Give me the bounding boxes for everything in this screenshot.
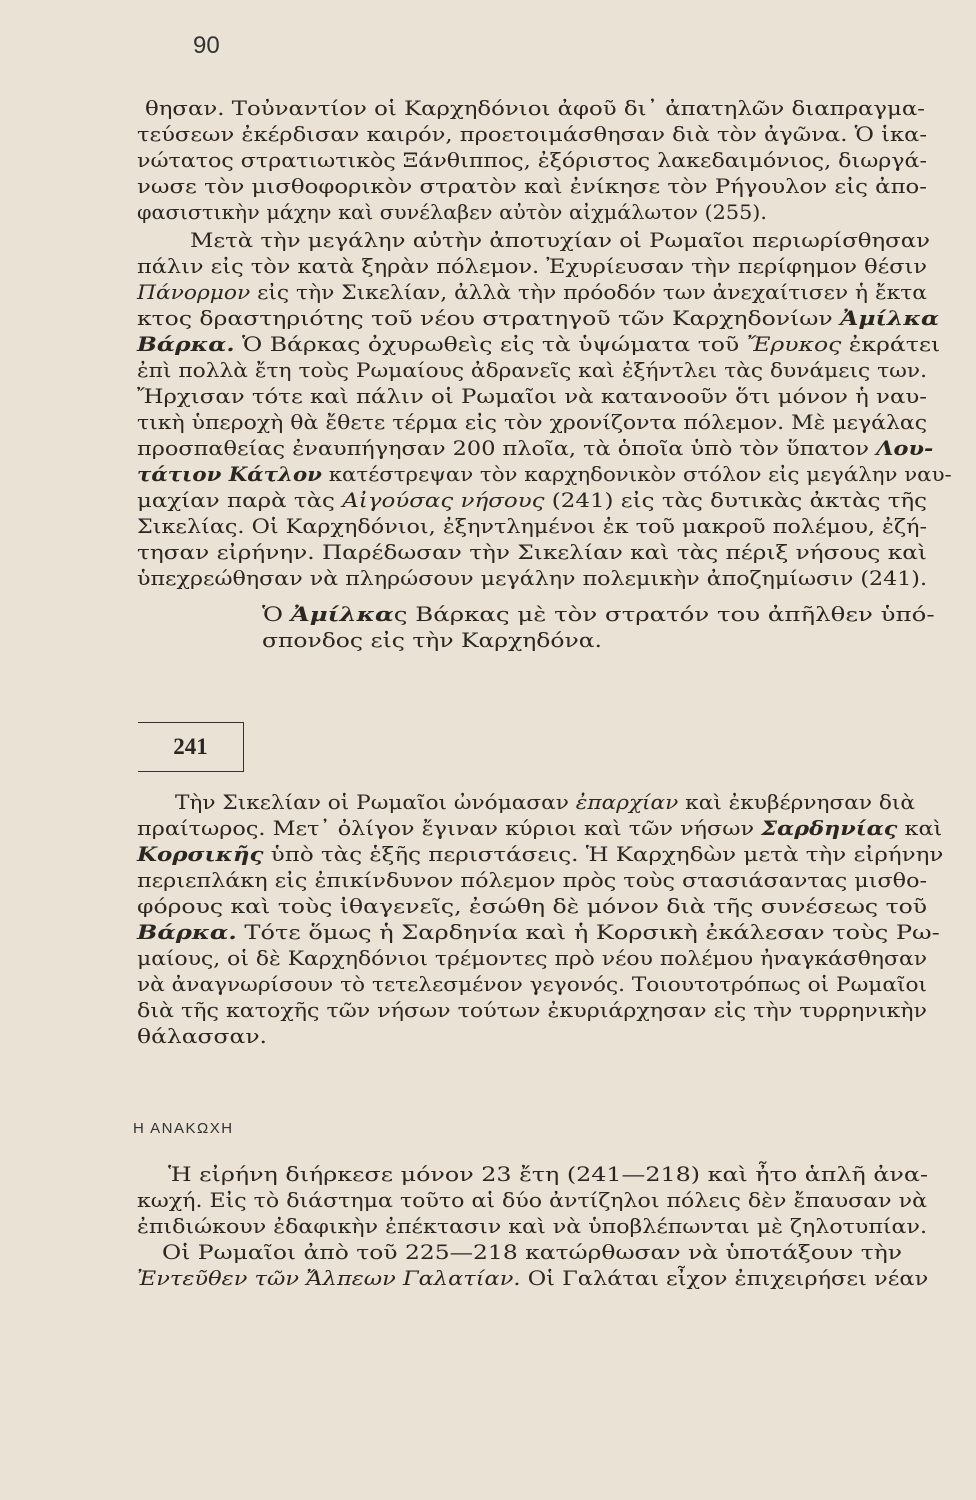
text-line: νωσε τὸν μισθοφορικὸν στρατὸν καὶ ἐνίκησε τὸν Ρήγουλον εἰς ἀπο- (137, 175, 927, 198)
text-line: φόρους καὶ τοὺς ἰθαγενεῖς, ἐσώθη δὲ μόνον διὰ τῆς συνέσεως τοῦ (137, 895, 927, 918)
text-line: θησαν. Τοὐναντίον οἱ Καρχηδόνιοι ἀφοῦ δι᾽ ἀπατηλῶν διαπραγμα- (145, 97, 925, 120)
text-line: Βάρκα. Τότε ὅμως ἡ Σαρδηνία καὶ ἡ Κορσικὴ ἐκάλεσαν τοὺς Ρω- (137, 921, 940, 944)
text-line: νὰ ἀναγνωρίσουν τὸ τετελεσμένον γεγονός. Τοιουτοτρόπως οἱ Ρωμαῖοι (137, 973, 927, 996)
year-sidenote (138, 722, 244, 772)
page-number: 90 (193, 32, 220, 59)
text-line: μαχίαν παρὰ τὰς Αἰγούσας νήσους (241) εἰς τὰς δυτικὰς ἀκτὰς τῆς (137, 489, 928, 512)
text-line: τησαν εἰρήνην. Παρέδωσαν τὴν Σικελίαν καὶ τὰς πέριξ νήσους καὶ (137, 541, 927, 564)
text-line: πραίτωρος. Μετ᾽ ὀλίγον ἔγιναν κύριοι καὶ τῶν νήσων Σαρδηνίας καὶ (137, 817, 943, 840)
text-line: προσπαθείας ἐναυπήγησαν 200 πλοῖα, τὰ ὁποῖα ὑπὸ τὸν ὕπατον Λου- (137, 437, 934, 460)
text-line: θάλασσαν. (137, 1025, 267, 1048)
text-line: ἐπιδιώκουν ἐδαφικὴν ἐπέκτασιν καὶ νὰ ὑποβλέπωνται μὲ ζηλοτυπίαν. (137, 1215, 927, 1238)
year-sidenote-value: 241 (173, 734, 208, 759)
text-line: κωχή. Εἰς τὸ διάστημα τοῦτο αἱ δύο ἀντίζηλοι πόλεις δὲν ἔπαυσαν νὰ (137, 1189, 927, 1212)
text-line: διὰ τῆς κατοχῆς τῶν νήσων τούτων ἐκυριάρχησαν εἰς τὴν τυρρηνικὴν (137, 999, 927, 1022)
text-line: Ὁ Ἀμίλκας Βάρκας μὲ τὸν στρατόν του ἀπῆλθεν ὑπό- (262, 603, 935, 626)
text-line: τεύσεων ἐκέρδισαν καιρόν, προετοιμάσθησαν διὰ τὸν ἀγῶνα. Ὁ ἱκα- (137, 123, 927, 146)
text-line: Πάνορμον εἰς τὴν Σικελίαν, ἀλλὰ τὴν πρόοδόν των ἀνεχαίτισεν ἡ ἔκτα (137, 281, 928, 304)
text-line: σπονδος εἰς τὴν Καρχηδόνα. (262, 629, 602, 652)
text-line: ὑπεχρεώθησαν νὰ πληρώσουν μεγάλην πολεμικὴν ἀποζημίωσιν (241). (137, 567, 927, 590)
text-line: Ἤρχισαν τότε καὶ πάλιν οἱ Ρωμαῖοι νὰ κατανοοῦν ὅτι μόνον ἡ ναυ- (137, 385, 927, 408)
text-line: φασιστικὴν μάχην καὶ συνέλαβεν αὐτὸν αἰχμάλωτον (255). (137, 201, 767, 224)
text-line: κτος δραστηριότης τοῦ νέου στρατηγοῦ τῶν Καρχηδονίων Ἀμίλκα (137, 307, 940, 330)
text-line: περιεπλάκη εἰς ἐπικίνδυνον πόλεμον πρὸς τοὺς στασιάσαντας μισθο- (137, 869, 927, 892)
text-line: Μετὰ τὴν μεγάλην αὐτὴν ἀποτυχίαν οἱ Ρωμαῖοι περιωρίσθησαν (190, 229, 930, 252)
section-heading: Η ΑΝΑΚΩΧΗ (133, 1120, 234, 1137)
text-line: τάτιον Κάτλον κατέστρεψαν τὸν καρχηδονικὸν στόλον εἰς μεγάλην ναυ- (137, 463, 952, 486)
text-line: Ἡ εἰρήνη διήρκεσε μόνον 23 ἔτη (241—218) καὶ ἦτο ἁπλῆ ἀνα- (168, 1163, 928, 1186)
text-line: πάλιν εἰς τὸν κατὰ ξηρὰν πόλεμον. Ἐχυρίευσαν τὴν περίφημον θέσιν (137, 255, 927, 278)
text-line: μαίους, οἱ δὲ Καρχηδόνιοι τρέμοντες πρὸ νέου πολέμου ἠναγκάσθησαν (137, 947, 927, 970)
text-line: ἐπὶ πολλὰ ἔτη τοὺς Ρωμαίους ἀδρανεῖς καὶ ἐξήντλει τὰς δυνάμεις των. (137, 359, 927, 382)
text-line: Βάρκα. Ὁ Βάρκας ὀχυρωθεὶς εἰς τὰ ὑψώματα τοῦ Ἔρυκος ἐκράτει (137, 333, 941, 356)
text-line: Ἐντεῦθεν τῶν Ἄλπεων Γαλατίαν. Οἱ Γαλάται εἶχον ἐπιχειρήσει νέαν (137, 1267, 929, 1290)
text-line: Τὴν Σικελίαν οἱ Ρωμαῖοι ὠνόμασαν ἐπαρχίαν καὶ ἐκυβέρνησαν διὰ (175, 791, 916, 814)
text-line: Κορσικῆς ὑπὸ τὰς ἑξῆς περιστάσεις. Ἡ Καρχηδὼν μετὰ τὴν εἰρήνην (137, 843, 944, 866)
text-line: τικὴ ὑπεροχὴ θὰ ἔθετε τέρμα εἰς τὸν χρονίζοντα πόλεμον. Μὲ μεγάλας (137, 411, 927, 434)
text-line: Οἱ Ρωμαῖοι ἀπὸ τοῦ 225—218 κατώρθωσαν νὰ ὑποτάξουν τὴν (162, 1241, 902, 1264)
text-line: νώτατος στρατιωτικὸς Ξάνθιππος, ἐξόριστος λακεδαιμόνιος, διωργά- (137, 149, 928, 172)
text-line: Σικελίας. Οἱ Καρχηδόνιοι, ἐξηντλημένοι ἐκ τοῦ μακροῦ πολέμου, ἐζή- (137, 515, 927, 538)
